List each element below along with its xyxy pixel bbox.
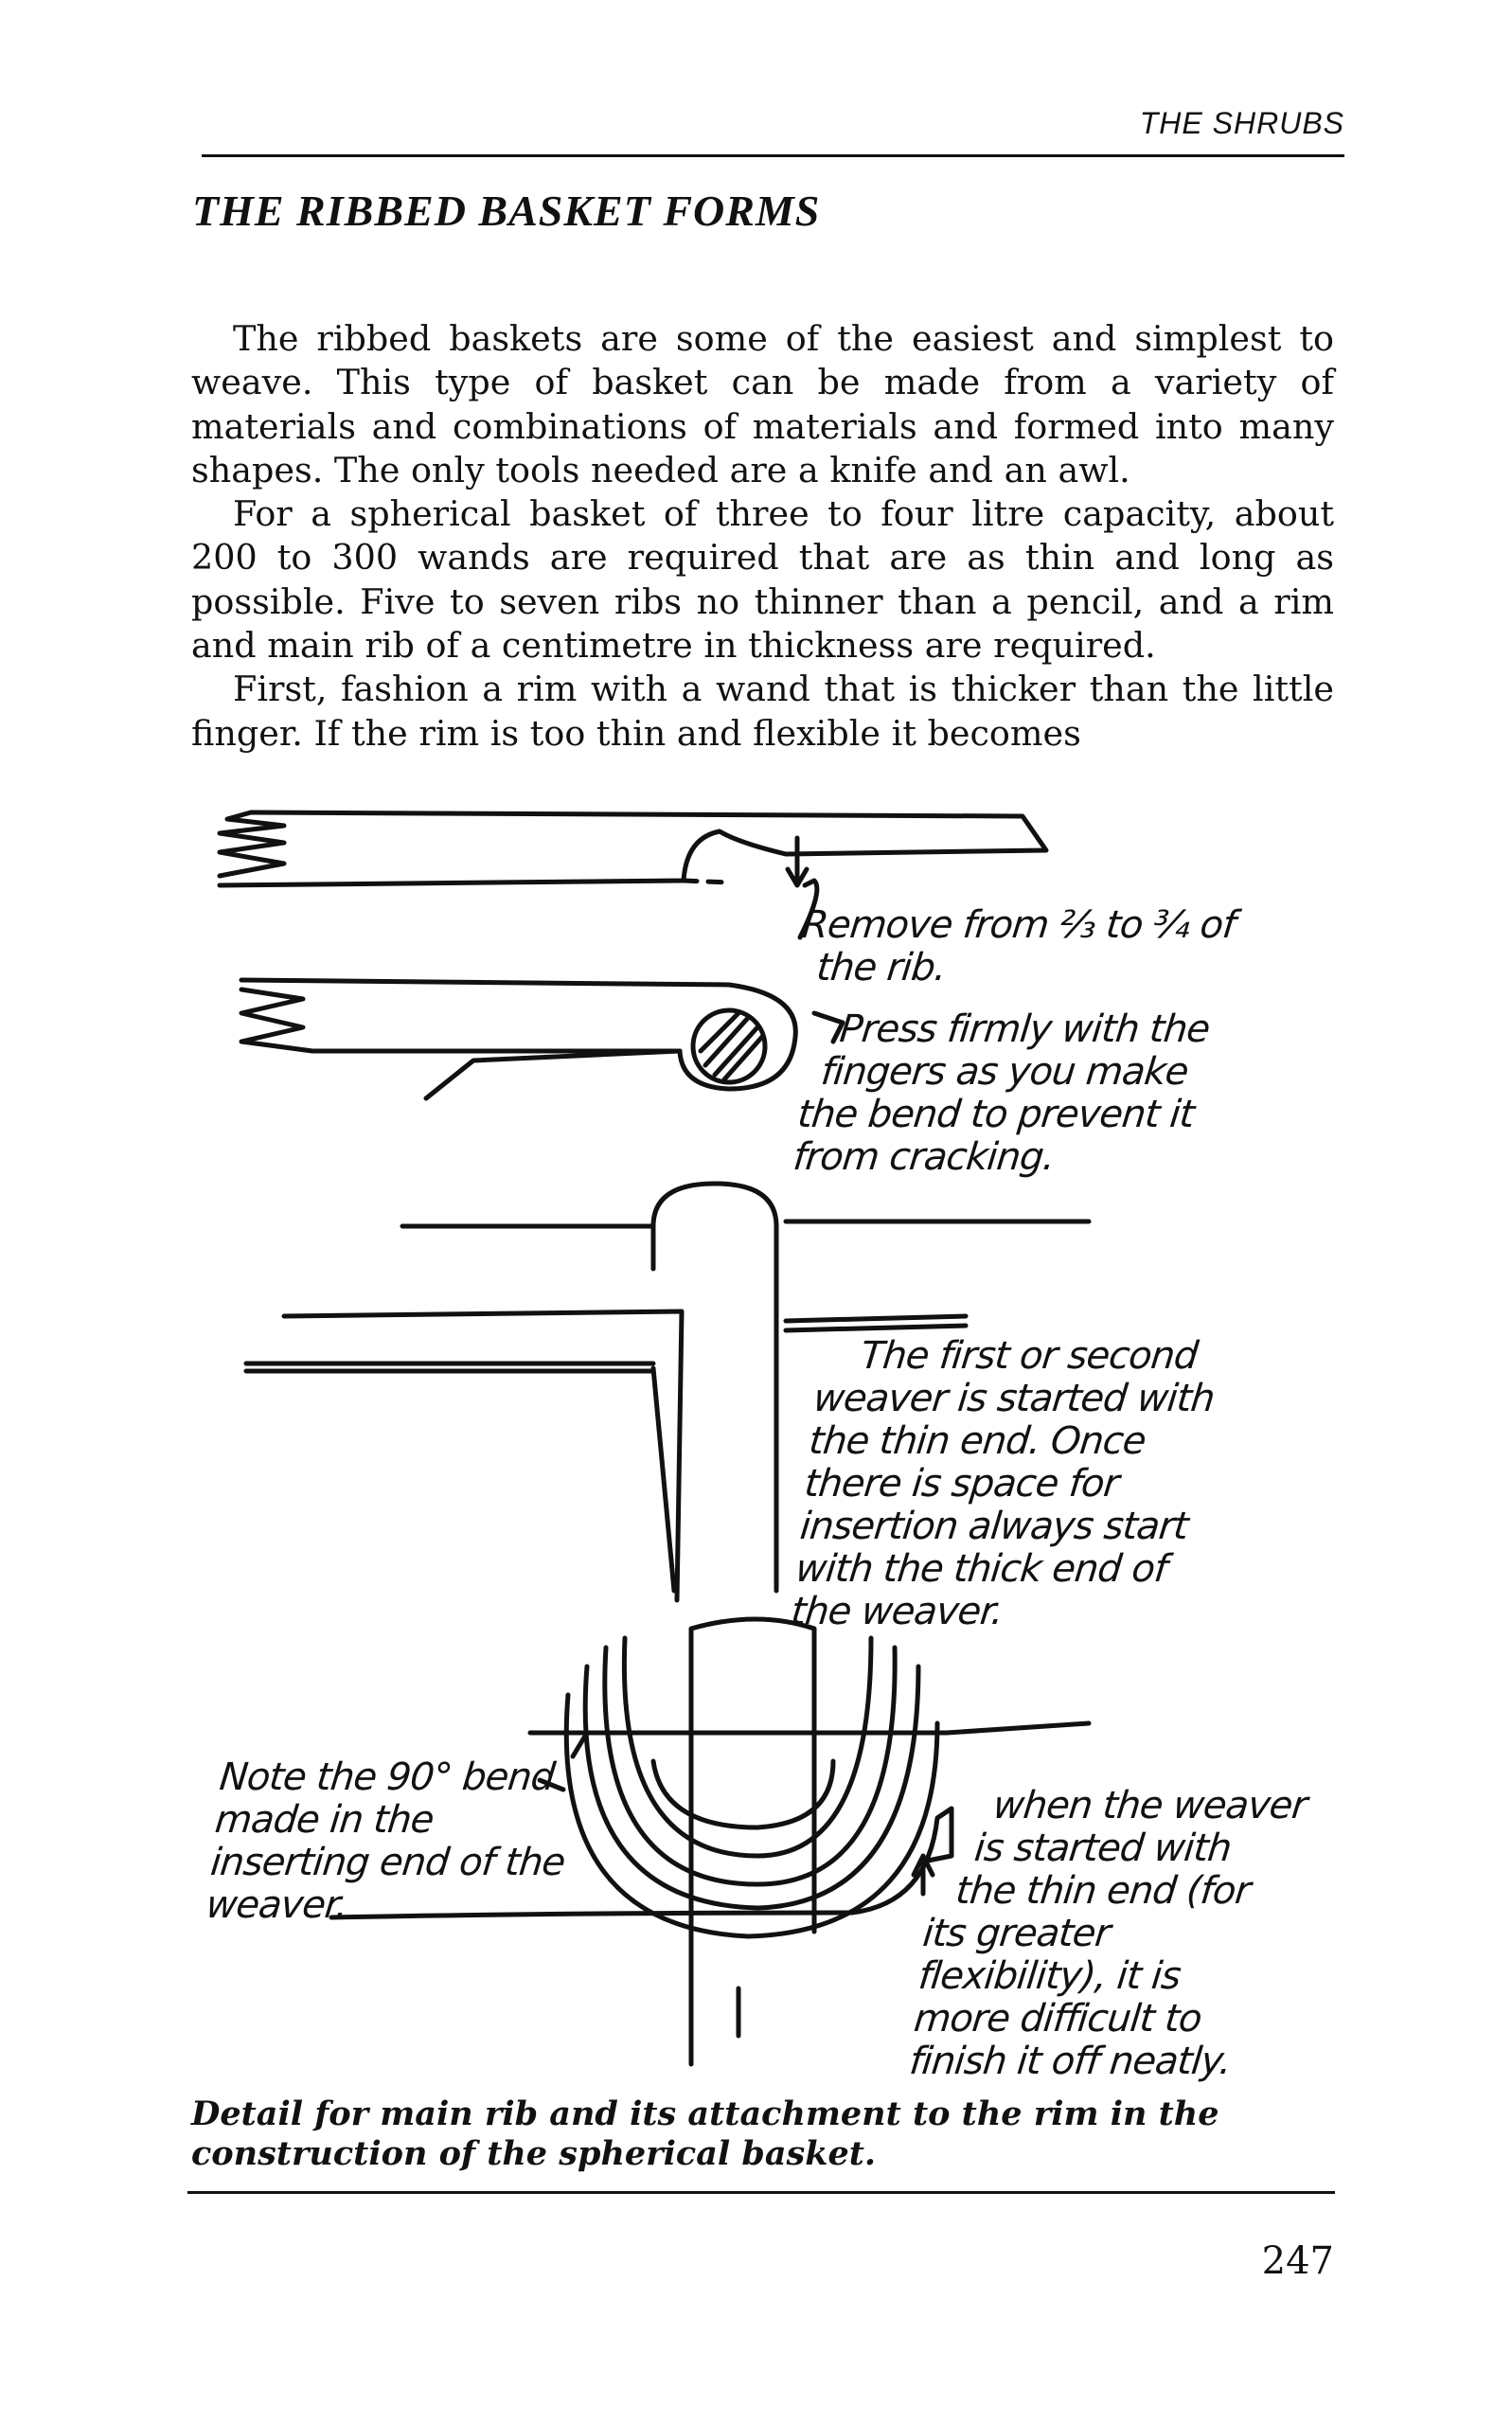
annotation-line: the weaver. xyxy=(789,1590,1005,1633)
annotation-line: the thin end. Once xyxy=(807,1419,1147,1463)
annotation-line: inserting end of the xyxy=(208,1841,567,1884)
annotation-line: flexibility), it is xyxy=(916,1954,1183,1998)
annotation-thin-end xyxy=(907,1785,1308,2083)
annotation-remove xyxy=(795,904,1236,989)
paragraph: First, fashion a rim with a wand that is thicker than the little finger. If the rim is too thin and flexible it becomes xyxy=(191,668,1334,754)
annotation-line: is started with xyxy=(972,1827,1234,1870)
annotation-line: when the weaver xyxy=(990,1784,1309,1827)
rib-bend-drawing xyxy=(241,980,843,1098)
annotation-line: with the thick end of xyxy=(793,1547,1169,1591)
paragraph: For a spherical basket of three to four litre capacity, about 200 to 300 wands are required that are as thin and long as possible. Five to seven ribs no thinner than a pencil, and a rim and main rib of a centimetre in thickness are required. xyxy=(191,493,1334,667)
annotation-line: from cracking. xyxy=(791,1135,1057,1179)
annotation-line: the thin end (for xyxy=(953,1869,1253,1913)
annotation-line: more difficult to xyxy=(912,1997,1204,2041)
annotation-line: finish it off neatly. xyxy=(907,2040,1234,2083)
page-number: 247 xyxy=(1261,2239,1334,2283)
annotation-line: there is space for xyxy=(802,1462,1121,1506)
figure-caption: Detail for main rib and its attachment to the rim in the construction of the spherical basket. xyxy=(191,2094,1219,2173)
caption-rule xyxy=(187,2191,1335,2194)
annotation-line: The first or second xyxy=(858,1334,1200,1378)
annotation-line: the bend to prevent it xyxy=(795,1093,1197,1136)
annotation-first-weaver xyxy=(789,1335,1220,1633)
annotation-press xyxy=(792,1008,1212,1179)
annotation-line: its greater xyxy=(920,1912,1112,1955)
paragraph: The ribbed baskets are some of the easiest and simplest to weave. This type of basket can be made from a variety of materials and combinations of materials and formed into many shapes. The only tools needed are a knife and an awl. xyxy=(191,318,1334,490)
annotation-line: made in the xyxy=(213,1798,436,1842)
annotation-note-bend xyxy=(205,1756,577,1927)
annotation-line: fingers as you make xyxy=(819,1050,1190,1094)
annotation-line: Note the 90° bend xyxy=(217,1756,557,1799)
annotation-line: weaver is started with xyxy=(811,1377,1217,1420)
section-title: THE RIBBED BASKET FORMS xyxy=(192,187,821,235)
annotation-line: insertion always start xyxy=(797,1505,1190,1548)
annotation-line: Remove from ⅔ to ¾ of xyxy=(800,903,1237,947)
annotation-line: Press firmly with the xyxy=(837,1007,1212,1051)
annotation-line: the rib. xyxy=(814,946,949,989)
running-head: THE SHRUBS xyxy=(1139,106,1344,140)
annotation-line: weaver. xyxy=(204,1883,349,1927)
